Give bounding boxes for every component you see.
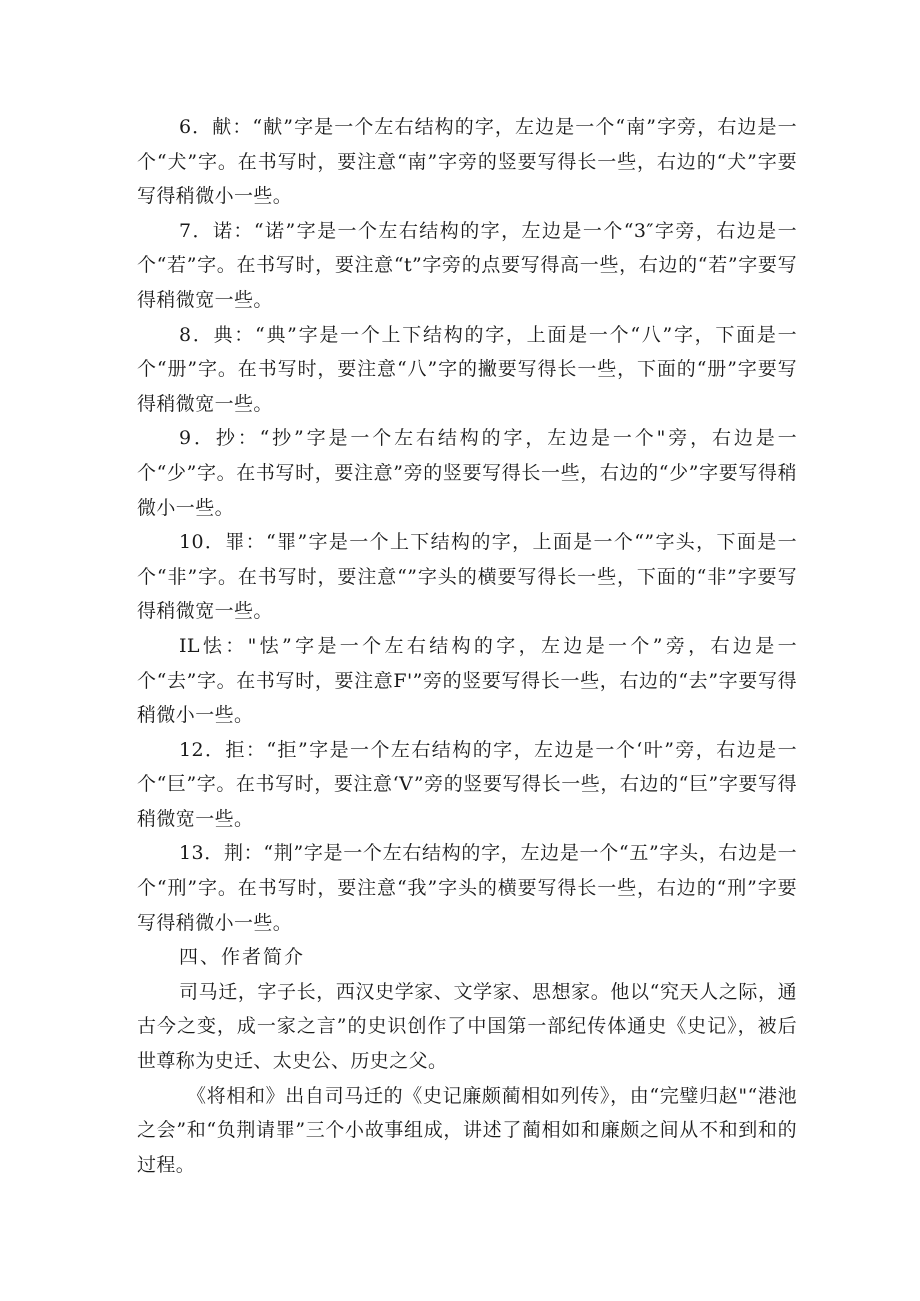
paragraph-item-7: 7．诺：“诺”字是一个左右结构的字，左边是一个“3″字旁，右边是一个“若”字。在书写时，要注意“t”字旁的点要写得高一些，右边的“若”字要写得稍微宽一些。 — [137, 219, 797, 311]
paragraph-item-13: 13．荆：“荆”字是一个左右结构的字，左边是一个“五”字头，右边是一个“刑”字。在书写时，要注意“我”字头的横要写得长一些，右边的“刑”字要写得稍微小一些。 — [137, 842, 797, 934]
paragraph-item-8: 8．典：“典”字是一个上下结构的字，上面是一个“八”字，下面是一个“册”字。在书写时，要注意“八”字的撇要写得长一些，下面的“册”字要写得稍微宽一些。 — [137, 323, 797, 415]
paragraph-item-12: 12．拒：“拒”字是一个左右结构的字，左边是一个‘叶”旁，右边是一个“巨”字。在书写时，要注意‘V”旁的竖要写得长一些，右边的“巨”字要写得稍微宽一些。 — [137, 738, 797, 830]
paragraph-item-6: 6．献：“献”字是一个左右结构的字，左边是一个“南”字旁，右边是一个“犬”字。在书写时，要注意“南”字旁的竖要写得长一些，右边的“犬”字要写得稍微小一些。 — [137, 116, 797, 208]
paragraph-item-9: 9．抄：“抄”字是一个左右结构的字，左边是一个"旁，右边是一个“少”字。在书写时，要注意”旁的竖要写得长一些，右边的“少”字要写得稍微小一些。 — [137, 427, 797, 519]
paragraph-item-11: IL怯："怯”字是一个左右结构的字，左边是一个”旁，右边是一个“去”字。在书写时，要注意F'”旁的竖要写得长一些，右边的“去”字要写得稍微小一些。 — [137, 634, 797, 727]
paragraph-item-10: 10．罪：“罪”字是一个上下结构的字，上面是一个“”字头，下面是一个“非”字。在书写时，要注意“”字头的横要写得长一些，下面的“非”字要写得稍微宽一些。 — [137, 531, 797, 623]
section-heading: 四、作者简介 — [179, 946, 306, 969]
author-paragraph: 司马迁，字子长，西汉史学家、文学家、思想家。他以“究天人之际，通古今之变，成一家之言”的史识创作了中国第一部纪传体通史《史记》，被后世尊称为史迁、太史公、历史之父。 — [137, 980, 797, 1073]
document-body — [137, 110, 797, 1182]
work-paragraph: 《将相和》出自司马迁的《史记廉颇蔺相如列传》，由“完璧归赵"“港池之会”和“负荆请罪”三个小故事组成，讲述了蔺相如和廉颇之间从不和到和的过程。 — [137, 1084, 797, 1176]
